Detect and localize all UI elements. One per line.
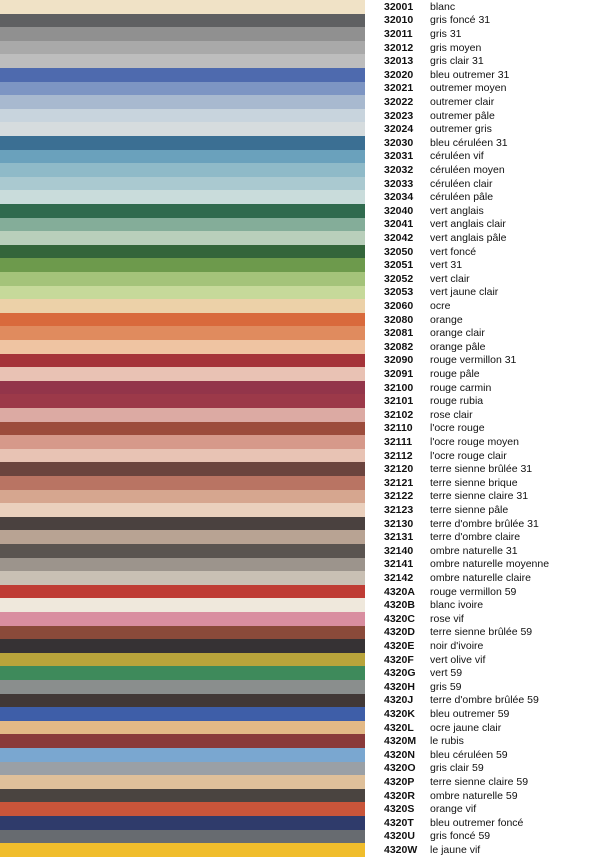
color-row bbox=[0, 150, 600, 164]
color-row bbox=[0, 802, 600, 816]
color-swatch bbox=[0, 571, 365, 585]
color-row bbox=[0, 626, 600, 640]
color-swatch bbox=[0, 54, 365, 68]
color-name: gris clair 31 bbox=[430, 55, 484, 68]
color-row bbox=[0, 0, 600, 14]
color-code: 32101 bbox=[384, 395, 414, 408]
color-swatch bbox=[0, 394, 365, 408]
color-row bbox=[0, 476, 600, 490]
color-row bbox=[0, 571, 600, 585]
color-swatch bbox=[0, 462, 365, 476]
color-name: rouge carmin bbox=[430, 381, 492, 394]
color-name: bleu outremer 31 bbox=[430, 68, 510, 81]
color-code: 4320L bbox=[384, 721, 414, 734]
color-name: le rubis bbox=[430, 735, 464, 748]
color-name: gris 31 bbox=[430, 27, 462, 40]
color-swatch bbox=[0, 354, 365, 368]
color-row bbox=[0, 354, 600, 368]
color-code: 32011 bbox=[384, 27, 413, 40]
color-row bbox=[0, 503, 600, 517]
color-row bbox=[0, 14, 600, 28]
color-code: 4320J bbox=[384, 694, 414, 707]
color-code: 32130 bbox=[384, 517, 414, 530]
color-row bbox=[0, 177, 600, 191]
color-swatch bbox=[0, 122, 365, 136]
color-swatch bbox=[0, 653, 365, 667]
color-name: ocre bbox=[430, 299, 451, 312]
color-swatch bbox=[0, 231, 365, 245]
color-row bbox=[0, 190, 600, 204]
color-name: l'ocre rouge moyen bbox=[430, 435, 519, 448]
color-code: 32052 bbox=[384, 272, 414, 285]
color-swatch bbox=[0, 517, 365, 531]
color-row bbox=[0, 449, 600, 463]
color-swatch bbox=[0, 490, 365, 504]
color-row bbox=[0, 598, 600, 612]
color-swatch bbox=[0, 734, 365, 748]
color-swatch bbox=[0, 286, 365, 300]
color-code: 32131 bbox=[384, 531, 414, 544]
color-name: ombre naturelle moyenne bbox=[430, 558, 550, 571]
color-code: 32102 bbox=[384, 408, 414, 421]
color-row bbox=[0, 462, 600, 476]
color-name: orange bbox=[430, 313, 463, 326]
color-name: orange pâle bbox=[430, 340, 486, 353]
color-swatch bbox=[0, 95, 365, 109]
color-swatch bbox=[0, 245, 365, 259]
color-row bbox=[0, 258, 600, 272]
color-code: 32080 bbox=[384, 313, 414, 326]
color-code: 32082 bbox=[384, 340, 414, 353]
color-row bbox=[0, 340, 600, 354]
color-name: ombre naturelle claire bbox=[430, 571, 531, 584]
color-code: 32032 bbox=[384, 163, 414, 176]
color-swatch bbox=[0, 530, 365, 544]
color-row bbox=[0, 109, 600, 123]
color-code: 32100 bbox=[384, 381, 414, 394]
color-row bbox=[0, 680, 600, 694]
color-row bbox=[0, 666, 600, 680]
color-name: terre sienne brûlée 59 bbox=[430, 626, 533, 639]
color-code: 32041 bbox=[384, 218, 414, 231]
color-code: 32023 bbox=[384, 109, 414, 122]
color-code: 32010 bbox=[384, 14, 414, 27]
color-row bbox=[0, 367, 600, 381]
color-name: orange clair bbox=[430, 327, 485, 340]
color-name: bleu outremer foncé bbox=[430, 816, 524, 829]
color-name: ocre jaune clair bbox=[430, 721, 502, 734]
color-code: 4320C bbox=[384, 612, 415, 625]
color-row bbox=[0, 435, 600, 449]
color-row bbox=[0, 775, 600, 789]
color-name: céruléen vif bbox=[430, 150, 484, 163]
color-row bbox=[0, 830, 600, 844]
color-swatch bbox=[0, 381, 365, 395]
color-row bbox=[0, 748, 600, 762]
color-code: 32034 bbox=[384, 191, 414, 204]
color-name: vert anglais bbox=[430, 204, 484, 217]
color-swatch bbox=[0, 408, 365, 422]
color-name: outremer moyen bbox=[430, 82, 507, 95]
color-row bbox=[0, 394, 600, 408]
color-code: 32053 bbox=[384, 286, 414, 299]
color-name: gris clair 59 bbox=[430, 762, 484, 775]
color-swatch bbox=[0, 218, 365, 232]
color-code: 32001 bbox=[384, 0, 414, 13]
color-code: 32110 bbox=[384, 422, 413, 435]
color-code: 4320K bbox=[384, 707, 415, 720]
color-row bbox=[0, 530, 600, 544]
color-row bbox=[0, 54, 600, 68]
color-name: orange vif bbox=[430, 803, 477, 816]
color-code: 4320B bbox=[384, 599, 415, 612]
color-name: bleu céruléen 31 bbox=[430, 136, 508, 149]
color-row bbox=[0, 245, 600, 259]
color-name: vert 59 bbox=[430, 667, 463, 680]
color-row bbox=[0, 612, 600, 626]
color-swatch bbox=[0, 762, 365, 776]
color-row bbox=[0, 694, 600, 708]
color-row bbox=[0, 41, 600, 55]
color-row bbox=[0, 163, 600, 177]
color-name: gris 59 bbox=[430, 680, 462, 693]
color-code: 4320E bbox=[384, 639, 415, 652]
color-row bbox=[0, 490, 600, 504]
color-name: vert anglais clair bbox=[430, 218, 506, 231]
color-code: 32142 bbox=[384, 571, 414, 584]
color-code: 4320W bbox=[384, 843, 418, 856]
color-code: 32141 bbox=[384, 558, 414, 571]
color-code: 32090 bbox=[384, 354, 414, 367]
color-swatch bbox=[0, 136, 365, 150]
color-swatch bbox=[0, 503, 365, 517]
color-swatch bbox=[0, 367, 365, 381]
color-row bbox=[0, 734, 600, 748]
color-swatch bbox=[0, 748, 365, 762]
color-row bbox=[0, 762, 600, 776]
color-row bbox=[0, 27, 600, 41]
color-row bbox=[0, 95, 600, 109]
color-swatch bbox=[0, 707, 365, 721]
color-name: vert 31 bbox=[430, 259, 463, 272]
color-code: 4320F bbox=[384, 653, 414, 666]
color-name: terre sienne claire 31 bbox=[430, 490, 529, 503]
color-code: 32050 bbox=[384, 245, 414, 258]
color-swatch bbox=[0, 313, 365, 327]
color-code: 4320D bbox=[384, 626, 415, 639]
color-code: 32120 bbox=[384, 463, 414, 476]
color-code: 4320N bbox=[384, 748, 415, 761]
color-code: 32033 bbox=[384, 177, 414, 190]
color-swatch bbox=[0, 680, 365, 694]
color-swatch bbox=[0, 789, 365, 803]
color-row bbox=[0, 843, 600, 857]
color-swatch bbox=[0, 109, 365, 123]
color-name: vert foncé bbox=[430, 245, 477, 258]
color-swatch bbox=[0, 626, 365, 640]
color-swatch bbox=[0, 68, 365, 82]
color-code: 4320A bbox=[384, 585, 415, 598]
color-name: vert olive vif bbox=[430, 653, 486, 666]
color-row bbox=[0, 231, 600, 245]
color-swatch bbox=[0, 190, 365, 204]
color-code: 32012 bbox=[384, 41, 414, 54]
color-name: terre sienne brique bbox=[430, 476, 518, 489]
color-name: gris moyen bbox=[430, 41, 482, 54]
color-name: terre d'ombre brûlée 59 bbox=[430, 694, 539, 707]
color-code: 4320H bbox=[384, 680, 415, 693]
color-name: vert jaune clair bbox=[430, 286, 499, 299]
color-code: 32021 bbox=[384, 82, 414, 95]
color-swatch bbox=[0, 558, 365, 572]
color-name: blanc bbox=[430, 0, 456, 13]
color-swatch bbox=[0, 476, 365, 490]
color-name: terre d'ombre brûlée 31 bbox=[430, 517, 539, 530]
color-row bbox=[0, 408, 600, 422]
color-swatch bbox=[0, 775, 365, 789]
color-name: gris foncé 31 bbox=[430, 14, 491, 27]
color-swatch bbox=[0, 326, 365, 340]
color-row bbox=[0, 721, 600, 735]
color-code: 32112 bbox=[384, 449, 413, 462]
color-name: rouge rubia bbox=[430, 395, 484, 408]
color-swatch bbox=[0, 544, 365, 558]
color-name: rouge vermillon 31 bbox=[430, 354, 517, 367]
color-name: l'ocre rouge clair bbox=[430, 449, 507, 462]
color-code: 32020 bbox=[384, 68, 414, 81]
color-name: rose clair bbox=[430, 408, 473, 421]
color-row bbox=[0, 653, 600, 667]
color-name: rouge pâle bbox=[430, 367, 480, 380]
color-code: 32140 bbox=[384, 544, 414, 557]
color-code: 32122 bbox=[384, 490, 414, 503]
color-row bbox=[0, 218, 600, 232]
color-row bbox=[0, 313, 600, 327]
color-name: terre sienne claire 59 bbox=[430, 775, 529, 788]
color-swatch bbox=[0, 694, 365, 708]
color-row bbox=[0, 517, 600, 531]
color-name: outremer clair bbox=[430, 95, 495, 108]
color-swatch bbox=[0, 598, 365, 612]
color-swatch bbox=[0, 422, 365, 436]
color-name: terre sienne brûlée 31 bbox=[430, 463, 533, 476]
color-code: 32121 bbox=[384, 476, 414, 489]
color-name: le jaune vif bbox=[430, 843, 481, 856]
color-swatch bbox=[0, 177, 365, 191]
color-swatch bbox=[0, 163, 365, 177]
color-code: 32060 bbox=[384, 299, 414, 312]
color-row bbox=[0, 544, 600, 558]
color-code: 4320O bbox=[384, 762, 416, 775]
color-swatch bbox=[0, 0, 365, 14]
color-name: terre sienne pâle bbox=[430, 503, 509, 516]
color-row bbox=[0, 122, 600, 136]
color-name: rouge vermillon 59 bbox=[430, 585, 517, 598]
color-code: 4320G bbox=[384, 667, 416, 680]
color-name: céruléen clair bbox=[430, 177, 493, 190]
color-code: 32123 bbox=[384, 503, 414, 516]
color-name: rose vif bbox=[430, 612, 464, 625]
color-swatch bbox=[0, 340, 365, 354]
color-code: 4320U bbox=[384, 830, 415, 843]
color-code: 32024 bbox=[384, 123, 414, 136]
color-swatch bbox=[0, 150, 365, 164]
color-swatch bbox=[0, 816, 365, 830]
color-code: 4320M bbox=[384, 735, 417, 748]
color-name: céruléen moyen bbox=[430, 163, 505, 176]
color-name: blanc ivoire bbox=[430, 599, 484, 612]
color-swatch bbox=[0, 721, 365, 735]
color-code: 32030 bbox=[384, 136, 414, 149]
color-name: vert anglais pâle bbox=[430, 231, 507, 244]
color-name: outremer pâle bbox=[430, 109, 495, 122]
color-name: ombre naturelle 59 bbox=[430, 789, 518, 802]
color-name: terre d'ombre claire bbox=[430, 531, 521, 544]
color-code: 4320T bbox=[384, 816, 414, 829]
color-swatch bbox=[0, 299, 365, 313]
color-swatch bbox=[0, 666, 365, 680]
color-row bbox=[0, 68, 600, 82]
color-name: outremer gris bbox=[430, 123, 492, 136]
color-row bbox=[0, 558, 600, 572]
color-swatch bbox=[0, 41, 365, 55]
color-swatch bbox=[0, 639, 365, 653]
color-swatch bbox=[0, 802, 365, 816]
color-name: gris foncé 59 bbox=[430, 830, 491, 843]
color-swatch bbox=[0, 204, 365, 218]
color-row bbox=[0, 707, 600, 721]
color-name: bleu céruléen 59 bbox=[430, 748, 508, 761]
color-row bbox=[0, 816, 600, 830]
color-code: 32040 bbox=[384, 204, 414, 217]
color-code: 4320R bbox=[384, 789, 415, 802]
color-swatch bbox=[0, 612, 365, 626]
color-row bbox=[0, 286, 600, 300]
color-name: ombre naturelle 31 bbox=[430, 544, 518, 557]
color-swatch bbox=[0, 82, 365, 96]
color-code: 32022 bbox=[384, 95, 414, 108]
color-row bbox=[0, 326, 600, 340]
color-name: céruléen pâle bbox=[430, 191, 494, 204]
color-row bbox=[0, 639, 600, 653]
color-code: 4320S bbox=[384, 803, 415, 816]
color-row bbox=[0, 381, 600, 395]
color-code: 32042 bbox=[384, 231, 414, 244]
color-row bbox=[0, 204, 600, 218]
color-swatch bbox=[0, 27, 365, 41]
color-row bbox=[0, 422, 600, 436]
color-name: bleu outremer 59 bbox=[430, 707, 510, 720]
color-code: 32081 bbox=[384, 327, 414, 340]
color-row bbox=[0, 136, 600, 150]
color-swatch bbox=[0, 830, 365, 844]
color-name: vert clair bbox=[430, 272, 470, 285]
color-swatch bbox=[0, 258, 365, 272]
color-code: 32111 bbox=[384, 435, 413, 448]
color-row bbox=[0, 272, 600, 286]
color-swatch bbox=[0, 272, 365, 286]
color-row bbox=[0, 585, 600, 599]
color-row bbox=[0, 299, 600, 313]
color-name: noir d'ivoire bbox=[430, 639, 484, 652]
color-row bbox=[0, 82, 600, 96]
color-swatch bbox=[0, 843, 365, 857]
color-code: 4320P bbox=[384, 775, 415, 788]
color-code: 32091 bbox=[384, 367, 414, 380]
color-swatch bbox=[0, 585, 365, 599]
color-name: l'ocre rouge bbox=[430, 422, 485, 435]
color-code: 32051 bbox=[384, 259, 414, 272]
color-code: 32031 bbox=[384, 150, 414, 163]
color-row bbox=[0, 789, 600, 803]
color-swatch bbox=[0, 449, 365, 463]
color-swatch bbox=[0, 435, 365, 449]
color-swatch bbox=[0, 14, 365, 28]
color-code: 32013 bbox=[384, 55, 414, 68]
